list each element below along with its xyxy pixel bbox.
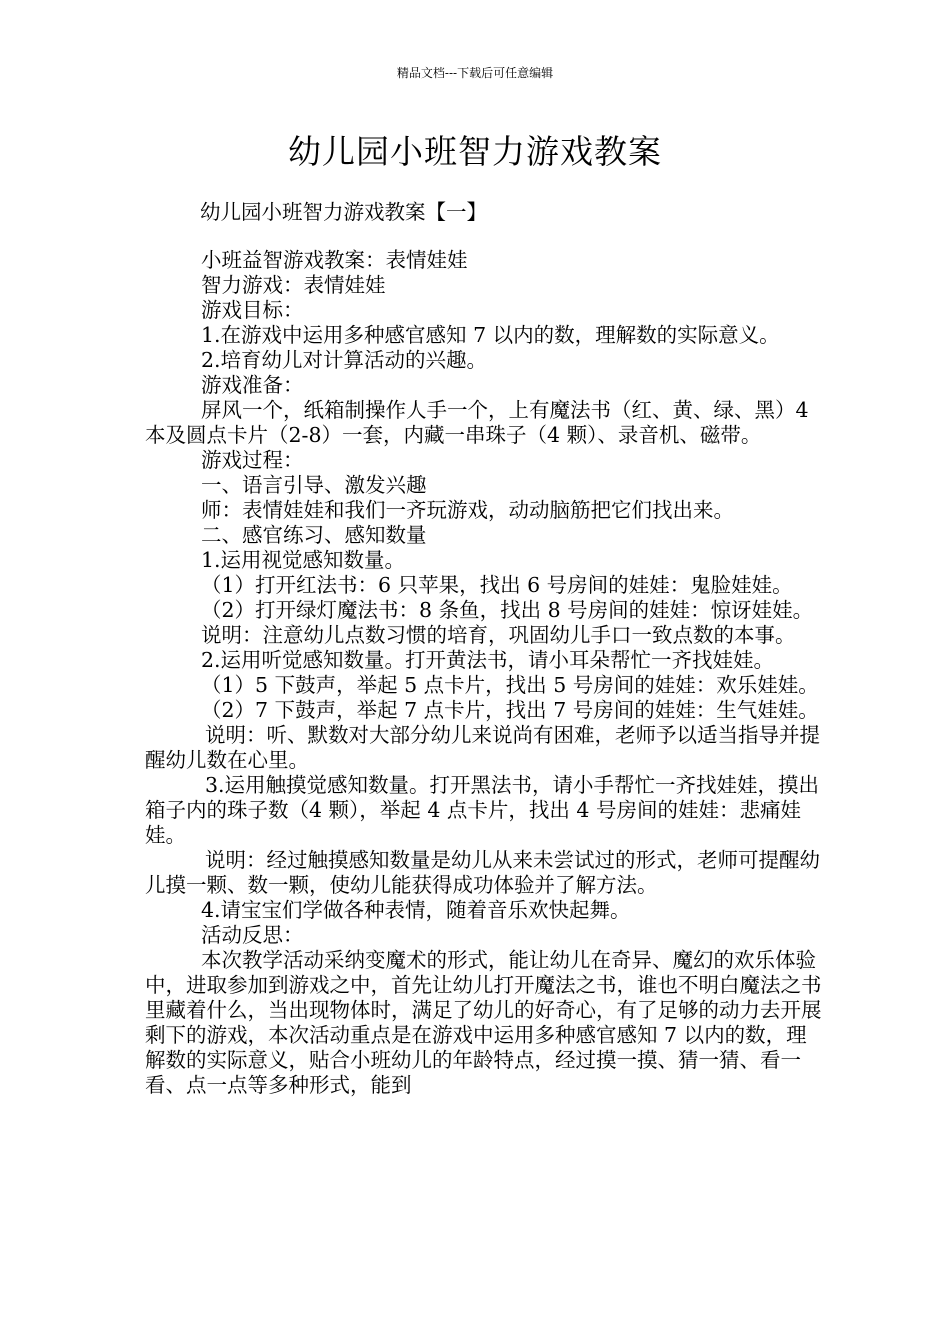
- body-paragraph: （2）7 下鼓声，举起 7 点卡片，找出 7 号房间的娃娃：生气娃娃。: [201, 698, 819, 722]
- body-paragraph: 游戏目标：: [201, 298, 304, 322]
- body-paragraph: 游戏过程：: [201, 448, 304, 472]
- body-paragraph: （2）打开绿灯魔法书：8 条鱼，找出 8 号房间的娃娃：惊讶娃娃。: [201, 598, 814, 622]
- body-paragraph: 活动反思：: [201, 923, 304, 947]
- body-paragraph: 游戏准备：: [201, 373, 304, 397]
- body-paragraph: 说明：听、默数对大部分幼儿来说尚有困难，老师予以适当指导并提醒幼儿数在心里。: [145, 723, 820, 772]
- document-body: [145, 248, 825, 1098]
- body-paragraph: 本次教学活动采纳变魔术的形式，能让幼儿在奇异、魔幻的欢乐体验中，进取参加到游戏之中，首先让幼儿打开魔法之书，谁也不明白魔法之书里藏着什么，当出现物体时，满足了幼儿的好奇心，有了足够的动力去开展剩下的游戏，本次活动重点是在游戏中运用多种感官感知 7 以内的数，理解数的实际意义，贴合小班幼儿的年龄特点，经过摸一摸、猜一猜、看一看、点一点等多种形式，能到: [145, 948, 822, 1097]
- section-heading: 幼儿园小班智力游戏教案【一】: [200, 200, 487, 224]
- body-paragraph: 4.请宝宝们学做各种表情，随着音乐欢快起舞。: [201, 898, 631, 922]
- body-paragraph: 2.培育幼儿对计算活动的兴趣。: [201, 348, 488, 372]
- body-paragraph: 一、语言引导、激发兴趣: [201, 473, 427, 497]
- body-paragraph: 说明：经过触摸感知数量是幼儿从来未尝试过的形式，老师可提醒幼儿摸一颗、数一颗，使幼儿能获得成功体验并了解方法。: [145, 848, 820, 897]
- page-title: 幼儿园小班智力游戏教案: [288, 132, 662, 171]
- body-paragraph: 2.运用听觉感知数量。打开黄法书，请小耳朵帮忙一齐找娃娃。: [201, 648, 775, 672]
- body-paragraph: 智力游戏：表情娃娃: [201, 273, 386, 297]
- body-paragraph: 二、感官练习、感知数量: [201, 523, 427, 547]
- body-paragraph: 屏风一个，纸箱制操作人手一个，上有魔法书（红、黄、绿、黑）4 本及圆点卡片（2-8）一套，内藏一串珠子（4 颗）、录音机、磁带。: [145, 398, 809, 447]
- body-paragraph: 1.运用视觉感知数量。: [201, 548, 406, 572]
- body-paragraph: 3.运用触摸觉感知数量。打开黑法书，请小手帮忙一齐找娃娃，摸出箱子内的珠子数（4 颗），举起 4 点卡片，找出 4 号房间的娃娃：悲痛娃娃。: [145, 773, 820, 847]
- body-paragraph: 小班益智游戏教案：表情娃娃: [201, 248, 468, 272]
- header-note: 精品文档---下载后可任意编辑: [396, 66, 554, 80]
- body-paragraph: 师：表情娃娃和我们一齐玩游戏，动动脑筋把它们找出来。: [201, 498, 734, 522]
- body-paragraph: 说明：注意幼儿点数习惯的培育，巩固幼儿手口一致点数的本事。: [201, 623, 796, 647]
- body-paragraph: （1）5 下鼓声，举起 5 点卡片，找出 5 号房间的娃娃：欢乐娃娃。: [201, 673, 819, 697]
- body-paragraph: 1.在游戏中运用多种感官感知 7 以内的数，理解数的实际意义。: [201, 323, 780, 347]
- body-paragraph: （1）打开红法书：6 只苹果，找出 6 号房间的娃娃：鬼脸娃娃。: [201, 573, 793, 597]
